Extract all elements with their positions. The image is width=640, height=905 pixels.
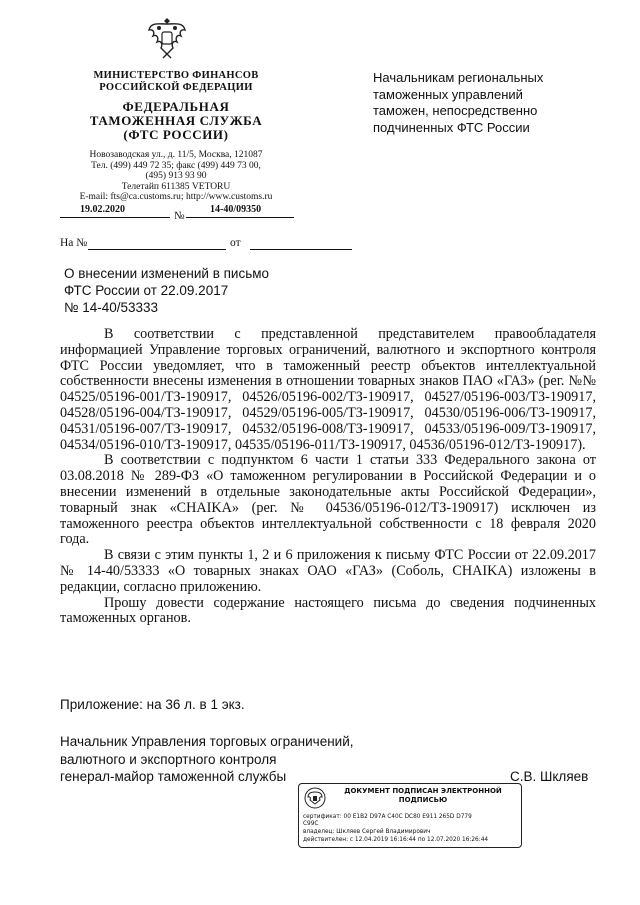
reference-date-label: от <box>230 237 241 249</box>
recipient-block: Начальникам региональных таможенных управлений таможен, непосредственно подчиненных ФТС России <box>373 70 544 135</box>
number-underline <box>186 217 294 218</box>
registration-number: 14-40/09350 <box>210 204 262 215</box>
sender-block <box>60 70 292 203</box>
electronic-signature-stamp <box>298 783 522 848</box>
registration-line <box>60 204 300 220</box>
registration-date: 19.02.2020 <box>80 204 125 215</box>
reference-line <box>60 237 300 251</box>
reference-date-blank <box>250 249 352 250</box>
stamp-emblem-icon <box>304 787 326 809</box>
body-paragraph: В связи с этим пункты 1, 2 и 6 приложения к письму ФТС России от 22.09.2017 № 14-40/53333 «О товарных знаках ОАО «ГАЗ» (Соболь, CHAIKA) изложены в редакции, согласно приложению. <box>60 547 596 595</box>
sender-address: Новозаводская ул., д. 11/5, Москва, 121087 Тел. (499) 449 72 35; факс (499) 449 73 00, (495) 913 93 90 Телетайп 611385 VETORU E-mail: fts@ca.customs.ru; http://www.customs.ru <box>79 150 273 202</box>
body-paragraph: Прошу довести содержание настоящего письма до сведения подчиненных таможенных органов. <box>60 594 596 627</box>
stamp-certificate-cont: C99C <box>303 821 319 827</box>
stamp-title: ДОКУМЕНТ ПОДПИСАН ЭЛЕКТРОННОЙ ПОДПИСЬЮ <box>344 787 502 804</box>
ministry-name: МИНИСТЕРСТВО ФИНАНСОВ РОССИЙСКОЙ ФЕДЕРАЦИИ <box>93 70 259 93</box>
signatory-name: С.В. Шкляев <box>510 769 589 784</box>
stamp-validity: действителен: с 12.04.2019 16:16:44 по 12.07.2020 16:26:44 <box>303 837 489 843</box>
state-emblem-icon <box>147 14 187 62</box>
appendix-note: Приложение: на 36 л. в 1 экз. <box>60 697 245 712</box>
reference-number-label: На № <box>60 237 88 249</box>
stamp-certificate: сертификат: 00 E1B2 D97A C40C DC80 E911 265D D779 <box>303 814 472 820</box>
number-sign: № <box>174 210 185 222</box>
reference-number-blank <box>88 249 226 250</box>
stamp-owner: владелец: Шкляев Сергей Владимирович <box>303 829 431 835</box>
letter-body <box>60 327 596 627</box>
body-paragraph: В соответствии с подпунктом 6 части 1 статьи 333 Федерального закона от 03.08.2018 № 289-ФЗ «О таможенном регулировании в Российской Федерации и о внесении изменений в отдельные законодательные акты Российской Федерации», товарный знак «CHAIKA» (рег. № 04536/05196-012/ТЗ-190917) исключен из таможенного реестра объектов интеллектуальной собственности с 18 февраля 2020 года. <box>60 452 596 548</box>
body-paragraph: В соответствии с представленной представителем правообладателя информацией Управление торговых ограничений, валютного и экспортного контроля ФТС России уведомляет, что в таможенный реестр объектов интеллектуальной собственности внесены изменения в отношении товарных знаков ПАО «ГАЗ» (рег. №№ 04525/05196-001/ТЗ-190917, 04526/05196-002/ТЗ-190917, 04527/05196-003/ТЗ-190917, 04528/05196-004/ТЗ-190917, 04529/05196-005/ТЗ-190917, 04530/05196-006/ТЗ-190917, 04531/05196-007/ТЗ-190917, 04532/05196-008/ТЗ-190917, 04533/05196-009/ТЗ-190917, 04534/05196-010/ТЗ-190917, 04535/05196-011/ТЗ-190917, 04536/05196-012/ТЗ-190917). <box>60 326 596 453</box>
service-name: ФЕДЕРАЛЬНАЯ ТАМОЖЕННАЯ СЛУЖБА (ФТС РОССИИ) <box>89 99 263 142</box>
letter-subject: О внесении изменений в письмо ФТС России от 22.09.2017 № 14-40/53333 <box>64 266 270 315</box>
date-underline <box>60 217 170 218</box>
signatory-position: Начальник Управления торговых ограничений, валютного и экспортного контроля генерал-майор таможенной службы <box>60 734 354 784</box>
